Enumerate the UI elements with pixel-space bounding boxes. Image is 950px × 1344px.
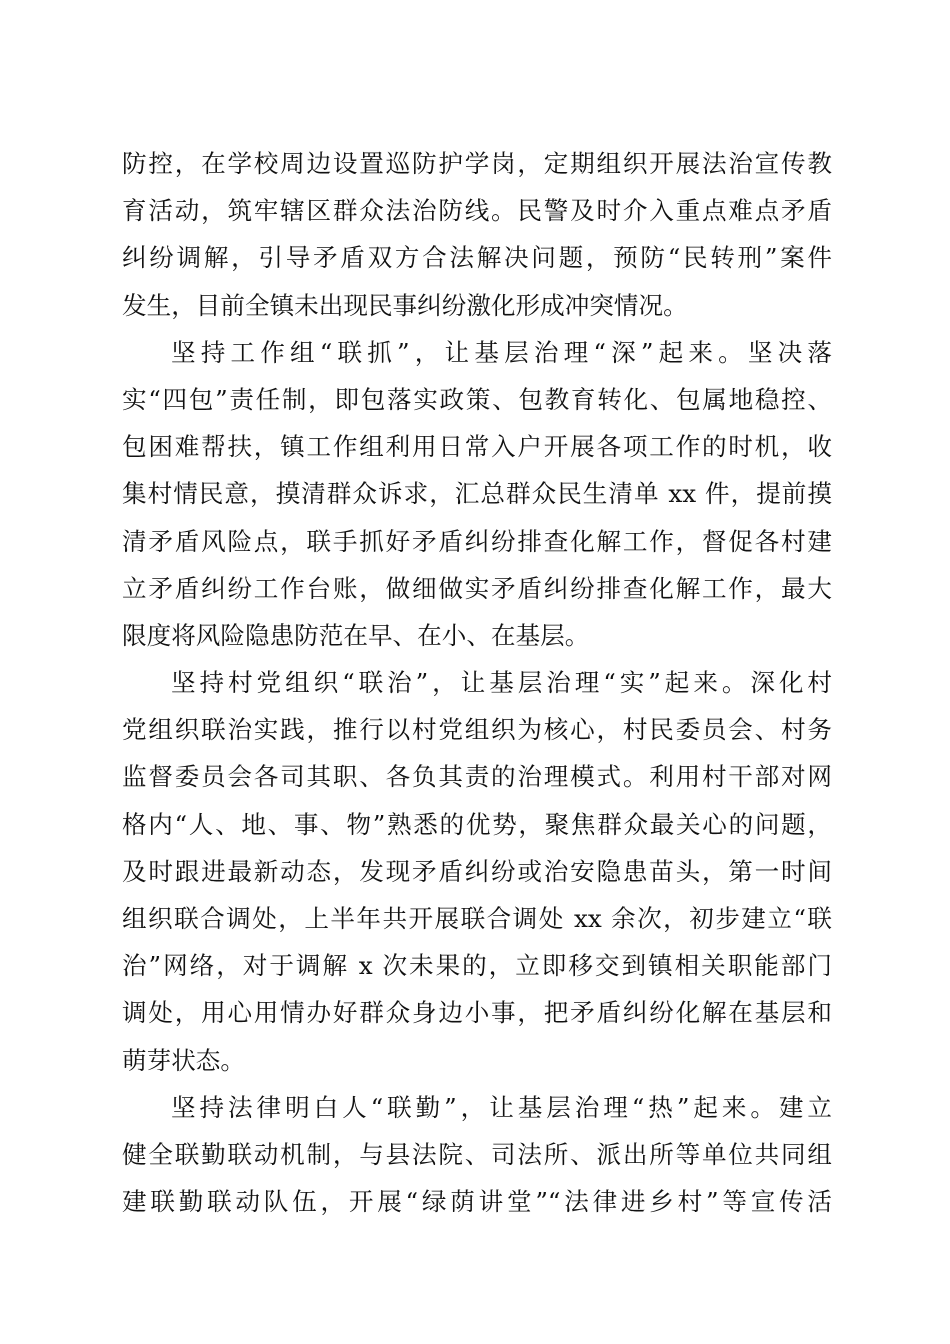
- text-line: 实“四包”责任制，即包落实政策、包教育转化、包属地稳控、: [122, 384, 832, 414]
- text-line: 限度将风险隐患防范在早、在小、在基层。: [122, 620, 590, 650]
- text-line: 建联勤联动队伍，开展“绿荫讲堂”“法律进乡村”等宣传活: [122, 1187, 832, 1217]
- text-line: 党组织联治实践，推行以村党组织为核心，村民委员会、村务: [122, 715, 832, 745]
- text-line: 萌芽状态。: [122, 1045, 245, 1075]
- text-line: 治”网络，对于调解 x 次未果的，立即移交到镇相关职能部门: [122, 951, 832, 981]
- text-line: 组织联合调处，上半年共开展联合调处 xx 余次，初步建立“联: [122, 904, 832, 933]
- text-line: 育活动，筑牢辖区群众法治防线。民警及时介入重点难点矛盾: [122, 196, 832, 226]
- text-line: 坚持法律明白人“联勤”，让基层治理“热”起来。建立: [171, 1092, 832, 1122]
- text-line: 立矛盾纠纷工作台账，做细做实矛盾纠纷排查化解工作，最大: [122, 573, 832, 603]
- body-text: [122, 140, 832, 1225]
- text-line: 坚持工作组“联抓”，让基层治理“深”起来。坚决落: [171, 337, 832, 367]
- text-line: 监督委员会各司其职、各负其责的治理模式。利用村干部对网: [122, 762, 832, 792]
- text-line: 坚持村党组织“联治”，让基层治理“实”起来。深化村: [171, 668, 832, 698]
- text-line: 集村情民意，摸清群众诉求，汇总群众民生清单 xx 件，提前摸: [122, 479, 832, 509]
- text-line: 健全联勤联动机制，与县法院、司法所、派出所等单位共同组: [122, 1139, 832, 1169]
- text-line: 发生，目前全镇未出现民事纠纷激化形成冲突情况。: [122, 290, 688, 320]
- text-line: 清矛盾风险点，联手抓好矛盾纠纷排查化解工作，督促各村建: [122, 526, 832, 556]
- text-line: 调处，用心用情办好群众身边小事，把矛盾纠纷化解在基层和: [122, 998, 832, 1028]
- text-line: 及时跟进最新动态，发现矛盾纠纷或治安隐患苗头，第一时间: [122, 856, 832, 886]
- text-line: 纠纷调解，引导矛盾双方合法解决问题，预防“民转刑”案件: [122, 243, 832, 273]
- text-line: 格内“人、地、事、物”熟悉的优势，聚焦群众最关心的问题，: [122, 809, 832, 839]
- text-line: 防控，在学校周边设置巡防护学岗，定期组织开展法治宣传教: [122, 149, 832, 178]
- text-line: 包困难帮扶，镇工作组利用日常入户开展各项工作的时机，收: [122, 432, 832, 462]
